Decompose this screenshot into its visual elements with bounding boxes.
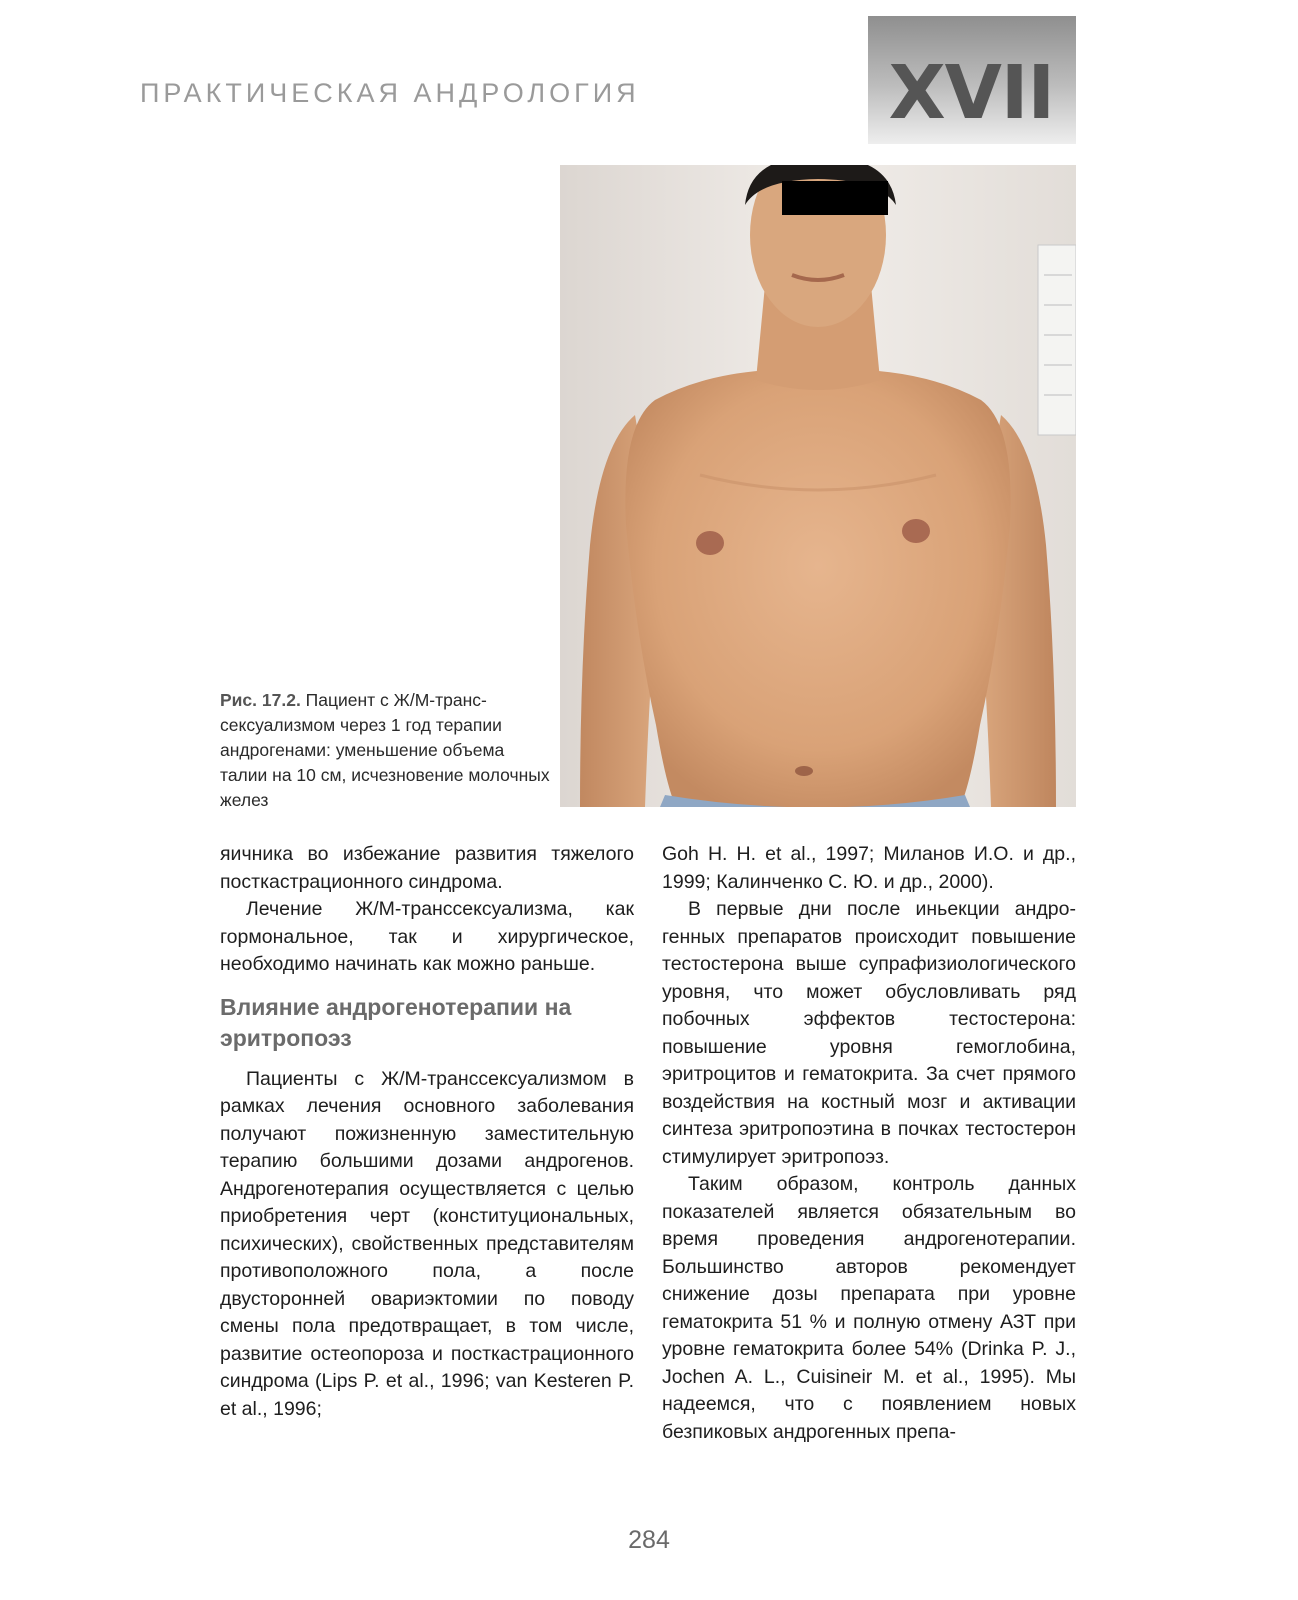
- running-head: ПРАКТИЧЕСКАЯ АНДРОЛОГИЯ: [140, 78, 640, 108]
- figure-photo: [560, 165, 1076, 807]
- figure-caption-text: Пациент с Ж/М-транссексуализмом через 1 год терапии андрогенами: уменьшение объема талии на 10 см, исчезновение молочных желез: [220, 690, 550, 810]
- figure-number: Рис. 17.2.: [220, 690, 301, 710]
- paragraph: яичника во избежание развития тяжелого посткастрационного синдрома.: [220, 843, 634, 893]
- patient-torso-photo-icon: [560, 165, 1076, 807]
- page-number: 284: [628, 1526, 670, 1554]
- chapter-number: XVII: [888, 50, 1054, 136]
- chapter-marker: [868, 16, 1076, 144]
- paragraph: Лечение Ж/М-транссексуализма, как гормональное, так и хирургическое, необходимо начинать как можно раньше.: [220, 898, 634, 975]
- paragraph: В первые дни после иньекции андрогенных препаратов происходит повышение тестостерона выше супрафизиологического уровня, что может обусловливать ряд побочных эффектов тестостерона: повышение уровня гемоглобина, эритроцитов и гематокрита. За счет прямого воздействия на костный мозг и активации синтеза эритропоэтина в почках тестостерон стимулирует эритропоэз.: [662, 898, 1076, 1168]
- right-column: [662, 841, 1076, 1446]
- figure-caption: [220, 688, 550, 813]
- left-column: [220, 841, 634, 1423]
- paragraph: Goh H. H. et al., 1997; Миланов И.О. и др., 1999; Калинченко С. Ю. и др., 2000).: [662, 843, 1076, 893]
- section-heading: Влияние андрогенотерапии на эритропоэз: [220, 993, 572, 1051]
- paragraph: Пациенты с Ж/М-транссексуализмом в рамках лечения основного заболевания получают пожизненную заместительную терапию большими дозами андрогенов. Андрогенотерапия осуществляется с целью приобретения черт (конституциональных, психических), свойственных представителям противоположного пола, а после двусторонней овариэктомии по поводу смены пола предотвращает, в том числе, развитие остеопороза и посткастрационного синдрома (Lips P. et al., 1996; van Kesteren P. et al., 1996;: [220, 1067, 634, 1420]
- paragraph: Таким образом, контроль данных показателей является обязательным во время проведения андрогенотерапии. Большинство авторов рекомендует снижение дозы препарата при уровне гематокрита 51 % и полную отмену АЗТ при уровне гематокрита более 54% (Drinka P. J., Jochen A. L., Cuisineir M. et al., 1995). Мы надеемся, что с появлением новых безпиковых андрогенных препа-: [662, 1173, 1076, 1443]
